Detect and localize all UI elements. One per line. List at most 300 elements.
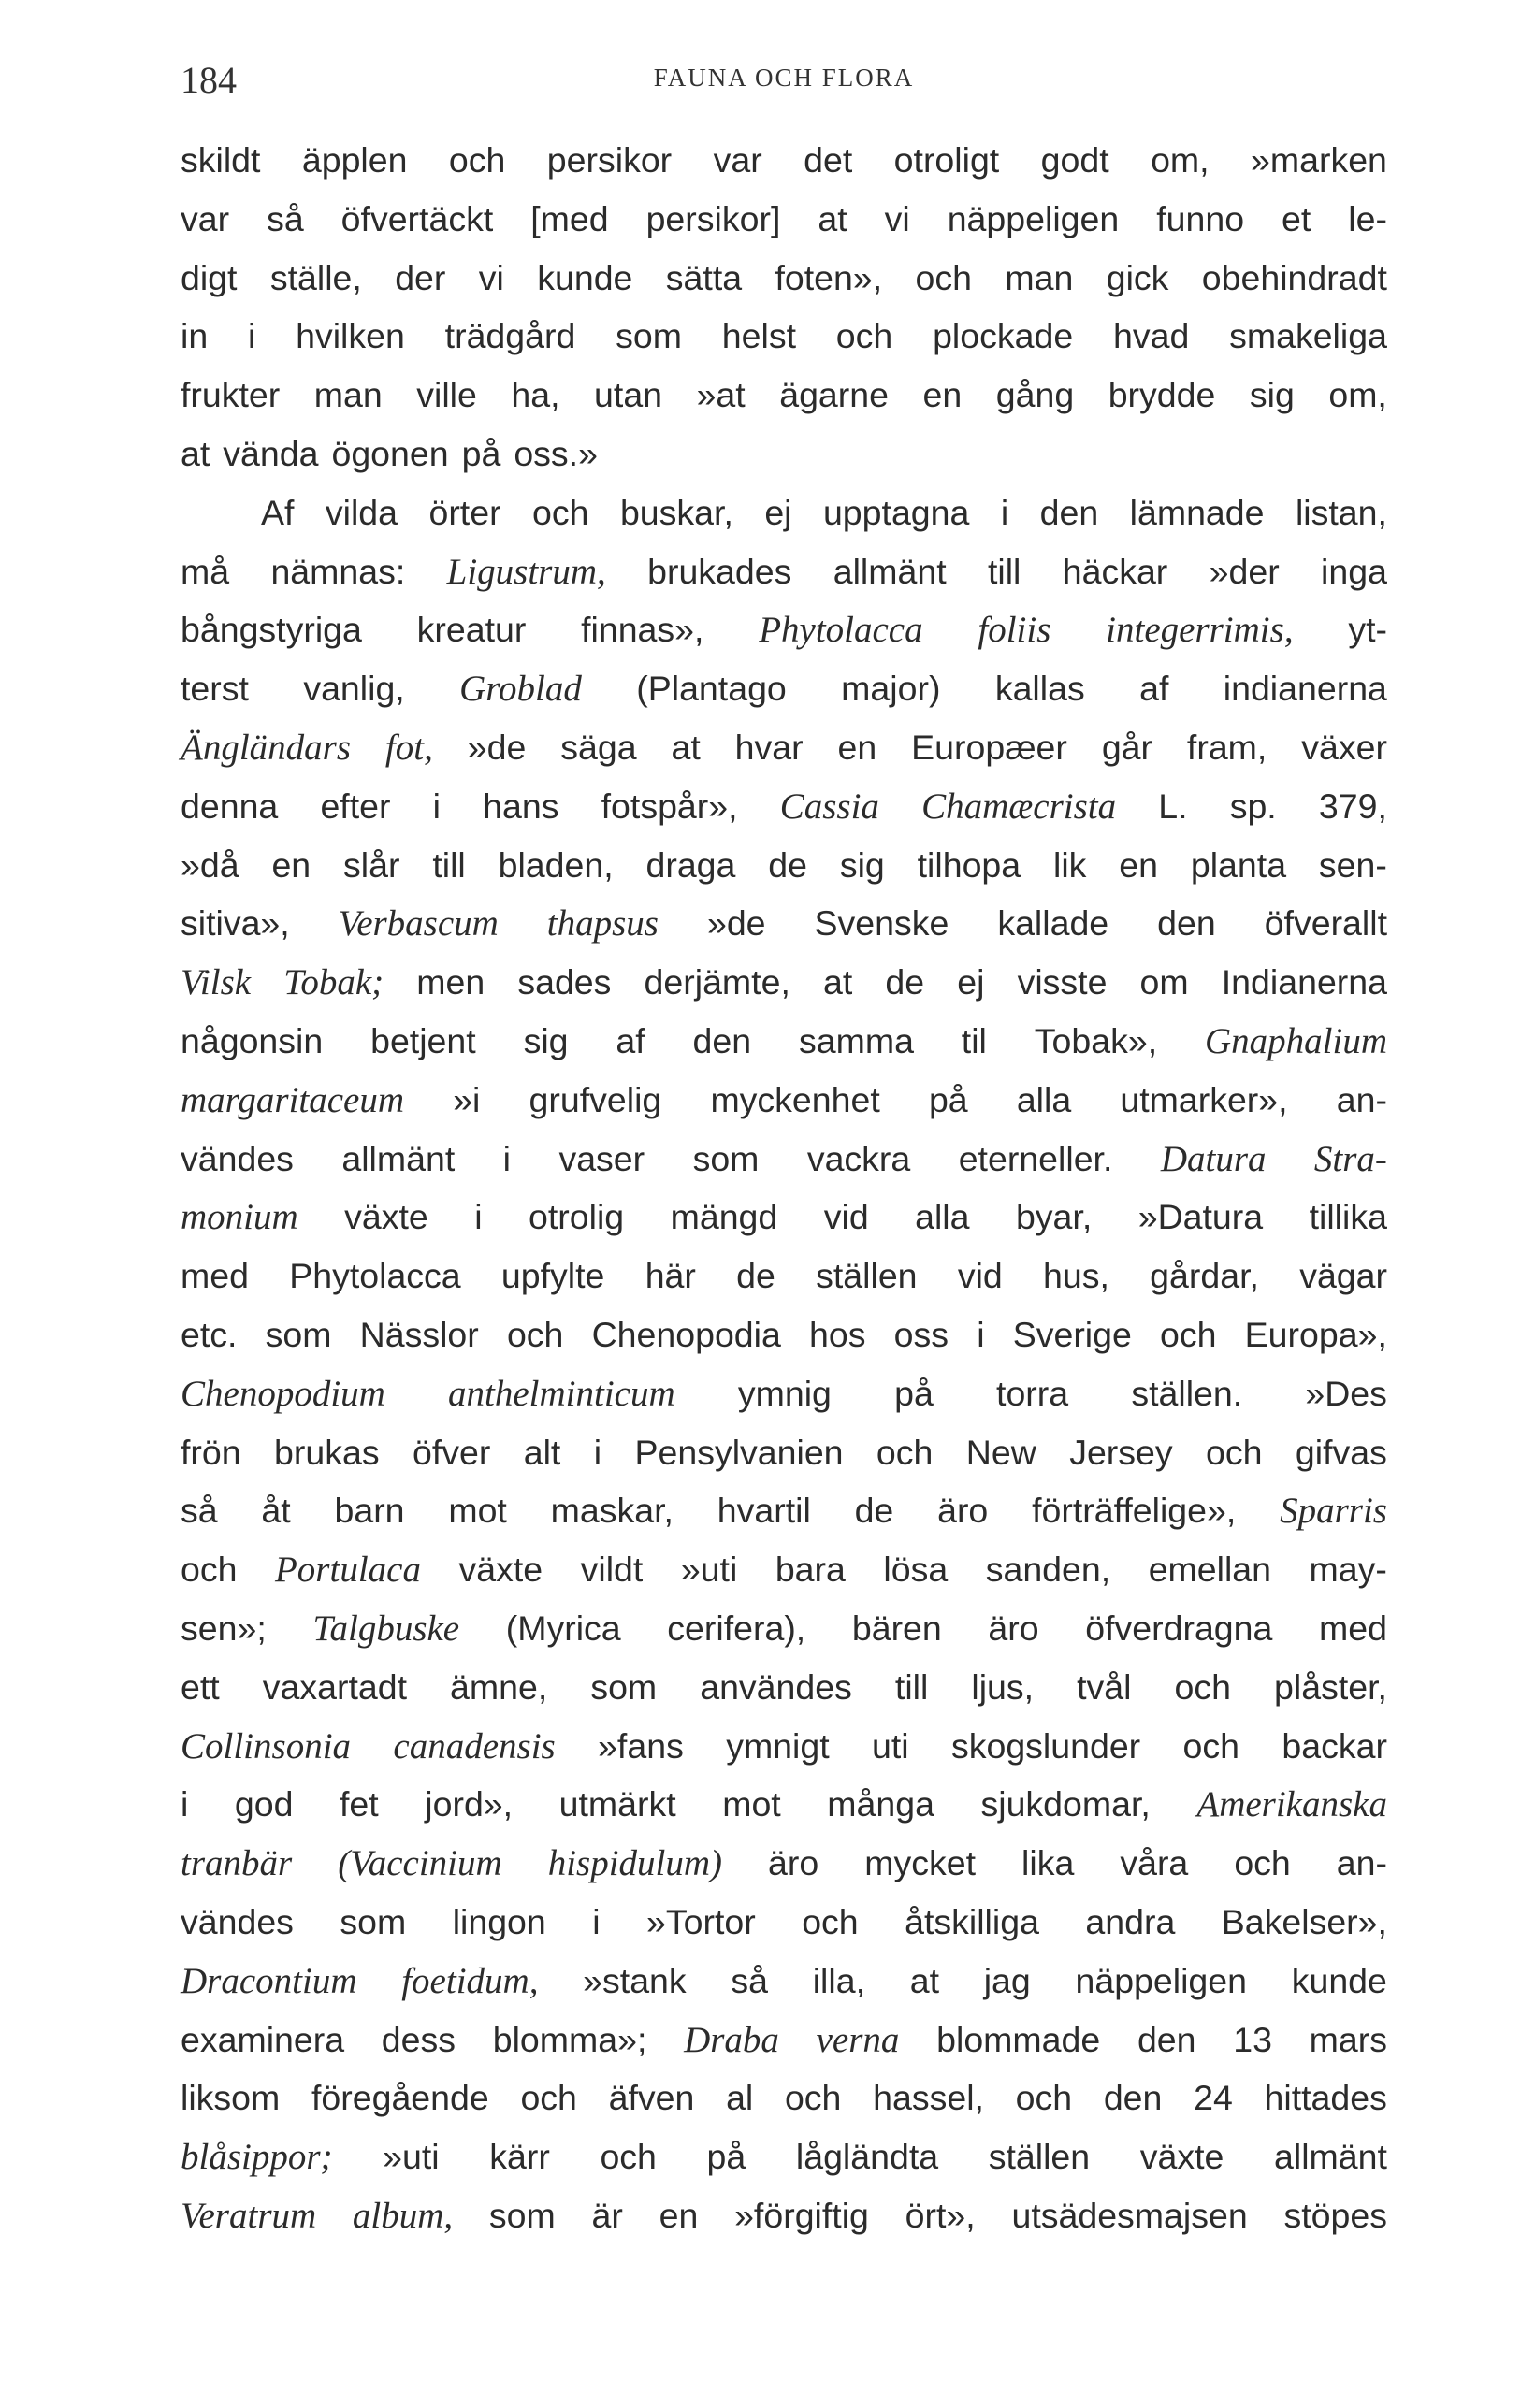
word: stöpes xyxy=(1283,2195,1387,2235)
word: at xyxy=(671,727,701,767)
word: häckar xyxy=(1062,551,1168,591)
word: an- xyxy=(1336,1843,1387,1883)
text-line xyxy=(181,190,1387,249)
word: brukas xyxy=(274,1432,380,1472)
word: digt xyxy=(181,257,238,297)
word: sen»; xyxy=(181,1608,267,1648)
word: examinera xyxy=(181,2019,345,2059)
word: upfylte xyxy=(500,1256,605,1296)
text-line xyxy=(181,1775,1387,1834)
word: brydde xyxy=(1108,375,1216,415)
word: vilda xyxy=(325,492,398,532)
word: L. xyxy=(1158,786,1188,826)
word: man xyxy=(313,375,383,415)
word: otrolig xyxy=(529,1197,625,1237)
word: kreatur xyxy=(416,610,527,650)
word: in xyxy=(181,316,209,356)
word: hus, xyxy=(1043,1256,1109,1296)
word: sitiva», xyxy=(181,903,290,944)
word: på xyxy=(894,1373,934,1413)
word: jag xyxy=(983,1960,1031,2000)
word: sen- xyxy=(1318,844,1387,885)
word: utmärkt xyxy=(558,1784,676,1824)
word: öfverallt xyxy=(1264,903,1387,944)
word: om, xyxy=(1151,140,1210,180)
word: så xyxy=(181,1491,218,1531)
word: i xyxy=(502,1138,512,1178)
text-line xyxy=(181,1540,1387,1599)
word: äpplen xyxy=(301,140,408,180)
italic-word: Portulaca xyxy=(274,1550,421,1591)
italic-word: Veratrum xyxy=(181,2195,317,2236)
word: så xyxy=(731,1960,768,2000)
word: lika xyxy=(1021,1843,1075,1883)
word: Pensylvanien xyxy=(634,1432,844,1472)
word: och xyxy=(1182,1725,1240,1766)
word: visste xyxy=(1017,962,1108,1002)
text-line xyxy=(181,1012,1387,1071)
word: backar xyxy=(1282,1725,1387,1766)
word: alt xyxy=(523,1432,561,1472)
word: som xyxy=(590,1666,658,1707)
word: may- xyxy=(1309,1550,1387,1590)
text-line xyxy=(181,1305,1387,1364)
word: »uti xyxy=(680,1550,738,1590)
word: gårdar, xyxy=(1150,1256,1259,1296)
word: och xyxy=(181,1550,238,1590)
word: bären xyxy=(851,1608,942,1648)
word: förträffelige», xyxy=(1032,1491,1237,1531)
word: de xyxy=(885,962,925,1002)
word: örter xyxy=(428,492,501,532)
word: äro xyxy=(937,1491,989,1531)
word: lämnade xyxy=(1129,492,1265,532)
italic-word: foliis xyxy=(978,610,1051,651)
word: ställen xyxy=(988,2137,1091,2177)
word: och xyxy=(1206,1432,1263,1472)
word: till xyxy=(432,844,466,885)
text-line xyxy=(181,1481,1387,1540)
word: »fans xyxy=(598,1725,684,1766)
word: med xyxy=(1319,1608,1387,1648)
word: le- xyxy=(1348,198,1387,238)
italic-word: Draba xyxy=(684,2019,779,2060)
text-line xyxy=(181,1423,1387,1482)
word: här xyxy=(645,1256,696,1296)
italic-word: monium xyxy=(181,1197,298,1238)
word: hvad xyxy=(1112,316,1190,356)
text-line xyxy=(181,1599,1387,1658)
word: (Myrica xyxy=(505,1608,621,1648)
word: på xyxy=(706,2137,746,2177)
word: bladen, xyxy=(498,844,614,885)
word: Svenske xyxy=(814,903,949,944)
word: vaxartadt xyxy=(262,1666,407,1707)
word: äro xyxy=(988,1608,1039,1648)
word: ägarne xyxy=(779,375,889,415)
word: och xyxy=(520,2078,577,2118)
italic-word: Ängländars xyxy=(181,727,352,768)
word: vackra xyxy=(806,1138,911,1178)
word: växte xyxy=(1139,2137,1224,2177)
text-line xyxy=(181,1834,1387,1893)
word: sades xyxy=(517,962,612,1002)
word: Europa», xyxy=(1244,1314,1387,1354)
word: kunde xyxy=(1291,1960,1387,2000)
word: våra xyxy=(1120,1843,1189,1883)
text-line xyxy=(181,249,1387,308)
word: maskar, xyxy=(550,1491,674,1531)
word: at xyxy=(909,1960,939,2000)
word: an- xyxy=(1336,1079,1387,1119)
word: sig xyxy=(523,1020,569,1060)
word: allmänt xyxy=(1274,2137,1387,2177)
text-line xyxy=(181,1247,1387,1305)
italic-word: (Vaccinium xyxy=(338,1843,502,1884)
word: till xyxy=(894,1666,929,1707)
text-line xyxy=(181,1364,1387,1423)
word: planta xyxy=(1190,844,1287,885)
word: »der xyxy=(1209,551,1280,591)
word: en xyxy=(922,375,963,415)
word: »i xyxy=(453,1079,481,1119)
italic-word: Phytolacca xyxy=(759,610,923,651)
word: funno xyxy=(1156,198,1245,238)
word: vaser xyxy=(558,1138,645,1178)
word: etc. xyxy=(181,1314,238,1354)
word: är xyxy=(591,2195,623,2235)
word: grufvelig xyxy=(529,1079,662,1119)
word: Af xyxy=(261,492,295,532)
text-line xyxy=(181,2069,1387,2127)
word: samma xyxy=(798,1020,914,1060)
text-line xyxy=(181,2011,1387,2069)
italic-word: canadensis xyxy=(393,1725,556,1766)
word: foten», xyxy=(775,257,883,297)
word: myckenhet xyxy=(710,1079,880,1119)
word: 379, xyxy=(1318,786,1387,826)
word: ej xyxy=(764,492,792,532)
text-line xyxy=(181,2127,1387,2186)
word: om xyxy=(1139,962,1189,1002)
text-line xyxy=(181,366,1387,425)
word: terst xyxy=(181,669,249,709)
word: fet xyxy=(340,1784,379,1824)
word: i xyxy=(592,1901,601,1941)
word: äfven xyxy=(608,2078,695,2118)
text-line xyxy=(181,1188,1387,1247)
word: många xyxy=(827,1784,934,1824)
word: illa, xyxy=(812,1960,865,2000)
word: trädgård xyxy=(444,316,576,356)
italic-word: Gnaphalium xyxy=(1204,1020,1387,1061)
word: i xyxy=(432,786,441,826)
word: må xyxy=(181,551,230,591)
word: går xyxy=(1101,727,1153,767)
word: vändes xyxy=(181,1138,294,1178)
word: lingon xyxy=(452,1901,546,1941)
word: de xyxy=(768,844,807,885)
word: et xyxy=(1282,198,1311,238)
word: betjent xyxy=(370,1020,476,1060)
word: »Datura xyxy=(1137,1197,1264,1237)
word: mars xyxy=(1309,2019,1387,2059)
word: bara xyxy=(775,1550,846,1590)
word: buskar, xyxy=(619,492,733,532)
word: som xyxy=(488,2195,556,2235)
word: ögonen xyxy=(331,433,449,473)
italic-word: Talgbuske xyxy=(312,1608,460,1649)
word: frön xyxy=(181,1432,241,1472)
text-line xyxy=(181,2186,1387,2245)
italic-word: hispidulum) xyxy=(547,1843,723,1884)
running-head xyxy=(181,58,1387,105)
word: »marken xyxy=(1251,140,1387,180)
word: mot xyxy=(448,1491,507,1531)
italic-word: Tobak; xyxy=(283,962,384,1003)
word: hvar xyxy=(734,727,804,767)
italic-word: Datura xyxy=(1160,1138,1267,1179)
word: at xyxy=(818,198,847,238)
word: på xyxy=(928,1079,968,1119)
text-line xyxy=(181,1658,1387,1717)
word: allmänt xyxy=(341,1138,456,1178)
italic-word: Collinsonia xyxy=(181,1725,352,1766)
word: tvål xyxy=(1077,1666,1132,1707)
word: en xyxy=(659,2195,699,2235)
word: i xyxy=(977,1314,985,1354)
text-line xyxy=(181,659,1387,718)
word: till xyxy=(987,551,1021,591)
word: säga xyxy=(560,727,637,767)
word: »stank xyxy=(583,1960,687,2000)
word: torra xyxy=(996,1373,1069,1413)
word: den xyxy=(1039,492,1099,532)
word: och xyxy=(1234,1843,1291,1883)
italic-word: margaritaceum xyxy=(181,1079,405,1120)
word: ett xyxy=(181,1666,220,1707)
word: eterneller. xyxy=(958,1138,1113,1178)
word: cerifera), xyxy=(667,1608,806,1648)
word: plåster, xyxy=(1274,1666,1387,1707)
word: sig xyxy=(839,844,885,885)
word: den xyxy=(1137,2019,1196,2059)
text-line xyxy=(181,307,1387,366)
word: mycket xyxy=(864,1843,977,1883)
word: i xyxy=(1000,492,1009,532)
word: var xyxy=(713,140,762,180)
word: vägar xyxy=(1299,1256,1387,1296)
word: slår xyxy=(343,844,400,885)
word: i xyxy=(593,1432,602,1472)
word: och xyxy=(1174,1666,1231,1707)
word: Phytolacca xyxy=(289,1256,461,1296)
word: alla xyxy=(1016,1079,1072,1119)
word: åtskilliga xyxy=(905,1901,1039,1941)
word: kallade xyxy=(997,903,1109,944)
word: öfverdragna xyxy=(1085,1608,1273,1648)
word: »Des xyxy=(1305,1373,1387,1413)
word: ymnigt xyxy=(726,1725,830,1766)
word: yt- xyxy=(1348,610,1387,650)
word: och xyxy=(876,1432,934,1472)
word: sanden, xyxy=(985,1550,1111,1590)
word: lik xyxy=(1053,844,1087,885)
word: i xyxy=(474,1197,483,1237)
word: jord», xyxy=(425,1784,514,1824)
word: de xyxy=(736,1256,775,1296)
word: helst xyxy=(721,316,796,356)
word: 24 xyxy=(1194,2078,1233,2118)
word: oss.» xyxy=(514,433,598,473)
word: barn xyxy=(334,1491,405,1531)
word: hittades xyxy=(1264,2078,1387,2118)
word: at xyxy=(181,433,210,473)
italic-word: Dracontium xyxy=(181,1960,357,2001)
word: gifvas xyxy=(1295,1432,1387,1472)
word: växte xyxy=(344,1197,428,1237)
text-line xyxy=(181,131,1387,190)
word: fram, xyxy=(1186,727,1268,767)
word: tilhopa xyxy=(917,844,1021,885)
word: »at xyxy=(696,375,746,415)
word: och xyxy=(532,492,589,532)
word: kunde xyxy=(537,257,633,297)
word: men xyxy=(416,962,485,1002)
word: hassel, xyxy=(873,2078,984,2118)
word: som xyxy=(616,316,682,356)
text-line xyxy=(181,953,1387,1012)
text-line xyxy=(181,483,1387,542)
word: och xyxy=(1015,2078,1073,2118)
word: bångstyriga xyxy=(181,610,362,650)
word: växte xyxy=(458,1550,543,1590)
word: af xyxy=(616,1020,645,1060)
word: och xyxy=(448,140,506,180)
italic-word: album, xyxy=(352,2195,454,2236)
word: och xyxy=(915,257,973,297)
italic-word: Chenopodium xyxy=(181,1373,385,1414)
word: öfver xyxy=(412,1432,491,1472)
word: af xyxy=(1139,669,1169,709)
word: utsädesmajsen xyxy=(1011,2195,1248,2235)
word: major) xyxy=(841,669,941,709)
word: (Plantago xyxy=(636,669,787,709)
word: sig xyxy=(1249,375,1295,415)
word: som xyxy=(265,1314,332,1354)
word: kallas xyxy=(994,669,1085,709)
word: lågländta xyxy=(795,2137,939,2177)
word: sp. xyxy=(1229,786,1277,826)
word: otroligt xyxy=(893,140,1000,180)
word: i xyxy=(247,316,256,356)
word: och xyxy=(784,2078,842,2118)
word: alla xyxy=(915,1197,970,1237)
word: och xyxy=(600,2137,657,2177)
word: gick xyxy=(1106,257,1169,297)
italic-word: integerrimis, xyxy=(1106,610,1294,651)
italic-word: blåsippor; xyxy=(181,2137,333,2178)
word: upptagna xyxy=(822,492,970,532)
word: tillika xyxy=(1309,1197,1387,1237)
word: frukter xyxy=(181,375,281,415)
word: dess xyxy=(381,2019,456,2059)
word: vid xyxy=(957,1256,1003,1296)
word: fotspår», xyxy=(601,786,738,826)
word: öfvertäckt xyxy=(340,198,494,238)
word: [med xyxy=(530,198,609,238)
word: obehindradt xyxy=(1201,257,1387,297)
italic-word: fot, xyxy=(384,727,433,768)
italic-word: Sparris xyxy=(1280,1491,1387,1532)
word: den xyxy=(1103,2078,1163,2118)
word: persikor] xyxy=(645,198,781,238)
word: Indianerna xyxy=(1221,962,1387,1002)
word: föregående xyxy=(311,2078,489,2118)
word: skogslunder xyxy=(950,1725,1141,1766)
word: listan, xyxy=(1295,492,1387,532)
word: en xyxy=(271,844,311,885)
word: vid xyxy=(823,1197,869,1237)
word: på xyxy=(461,433,501,473)
word: hos xyxy=(809,1314,866,1354)
word: vildt xyxy=(580,1550,644,1590)
italic-word: thapsus xyxy=(546,903,659,944)
word: blommade xyxy=(936,2019,1101,2059)
text-line xyxy=(181,542,1387,601)
word: uti xyxy=(872,1725,909,1766)
word: byar, xyxy=(1015,1197,1093,1237)
word: vanlig, xyxy=(303,669,405,709)
word: andra xyxy=(1085,1901,1176,1941)
word: »de xyxy=(706,903,766,944)
word: god xyxy=(234,1784,294,1824)
italic-word: tranbär xyxy=(181,1843,293,1884)
word: nämnas: xyxy=(270,551,406,591)
word: »Tortor xyxy=(646,1901,756,1941)
word: om, xyxy=(1328,375,1387,415)
word: brukades xyxy=(647,551,792,591)
word: användes xyxy=(700,1666,852,1707)
word: hans xyxy=(483,786,559,826)
text-line xyxy=(181,718,1387,777)
word: derjämte, xyxy=(644,962,790,1002)
word: vi xyxy=(884,198,910,238)
word: någonsin xyxy=(181,1020,324,1060)
word: blomma»; xyxy=(492,2019,647,2059)
word: som xyxy=(692,1138,760,1178)
word: til xyxy=(961,1020,987,1060)
italic-word: Chamæcrista xyxy=(921,786,1117,827)
word: hvartil xyxy=(717,1491,811,1531)
word: smakeliga xyxy=(1229,316,1387,356)
word: indianerna xyxy=(1223,669,1387,709)
word: Jersey xyxy=(1069,1432,1173,1472)
word: der xyxy=(395,257,446,297)
word: Tobak», xyxy=(1034,1020,1158,1060)
italic-word: Verbascum xyxy=(338,903,499,944)
word: vända xyxy=(223,433,319,473)
running-title: FAUNA OCH FLORA xyxy=(653,64,915,92)
word: med xyxy=(181,1256,249,1296)
italic-word: verna xyxy=(816,2019,900,2060)
word: äro xyxy=(768,1843,819,1883)
word: persikor xyxy=(546,140,673,180)
word: vändes xyxy=(181,1901,294,1941)
word: utmarker», xyxy=(1120,1079,1288,1119)
word: näppeligen xyxy=(1075,1960,1247,2000)
text-line xyxy=(181,600,1387,659)
